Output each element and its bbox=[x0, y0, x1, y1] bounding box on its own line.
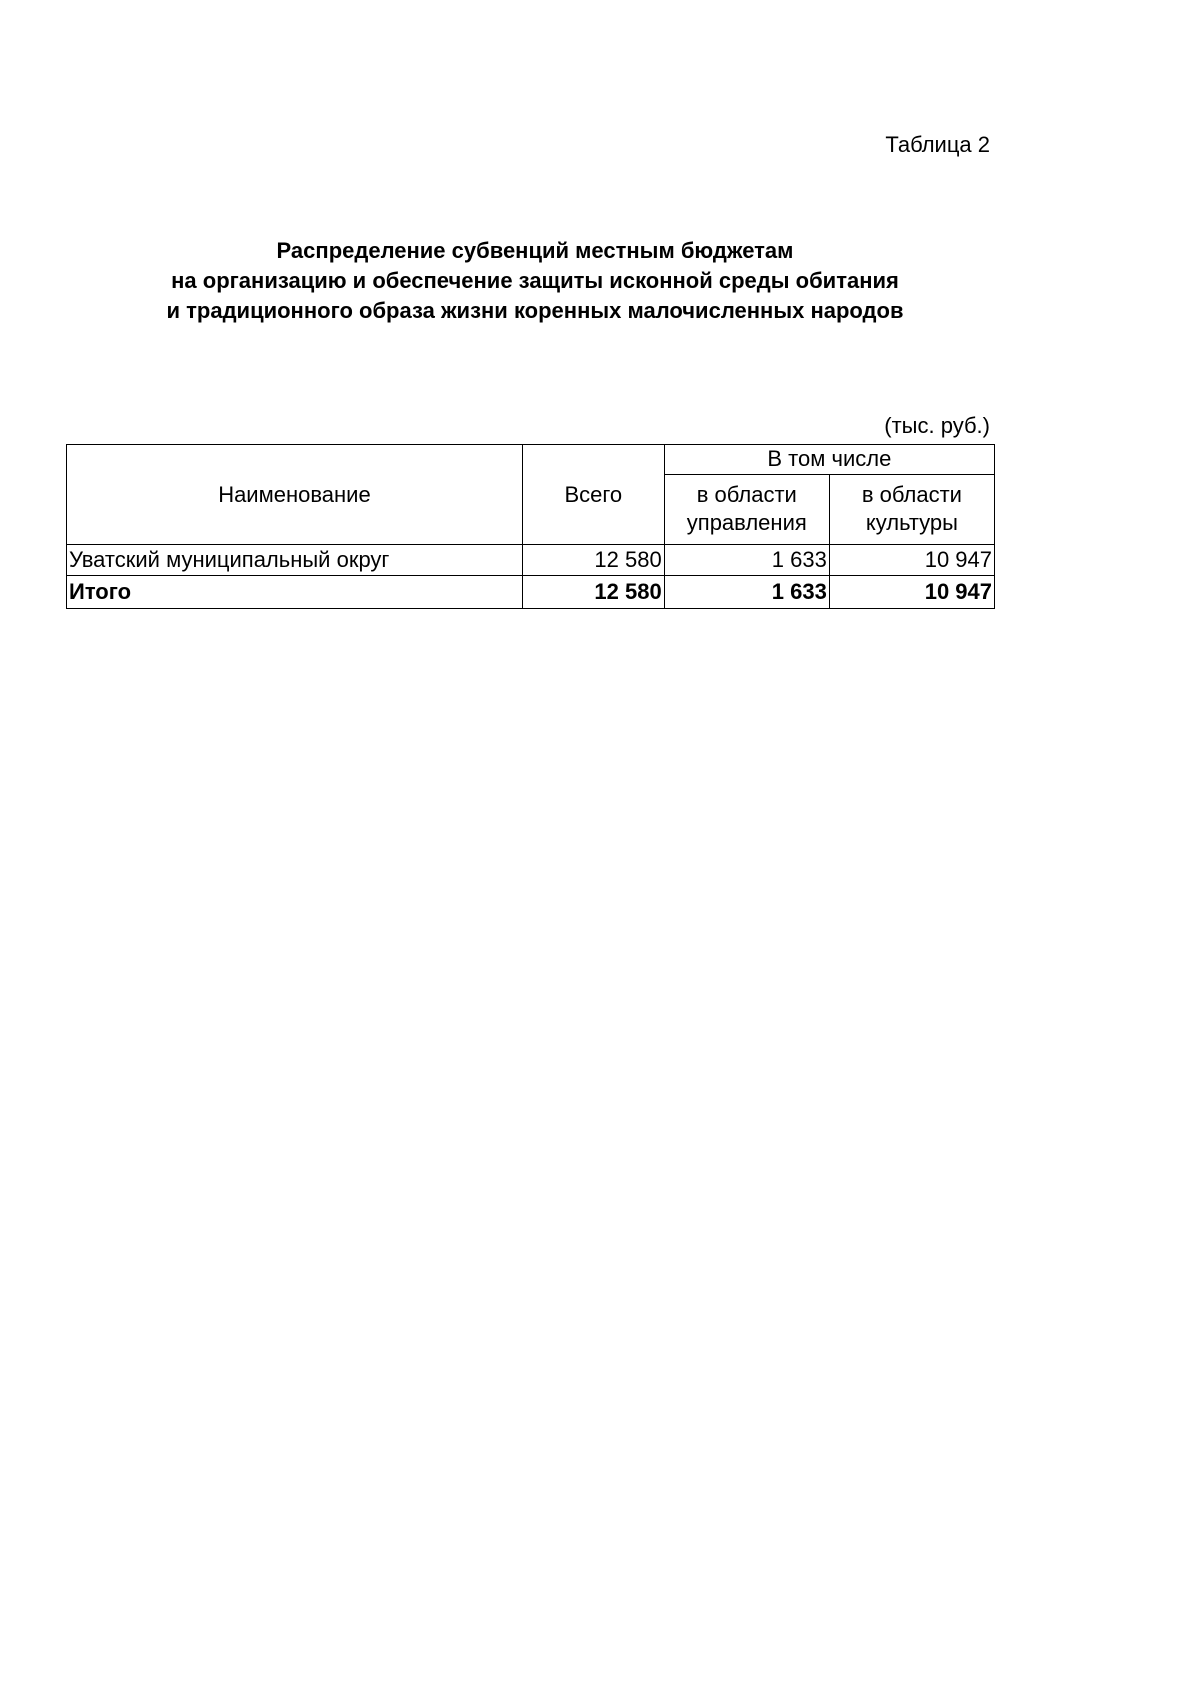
header-management: в области управления bbox=[664, 474, 829, 544]
row-name: Уватский муниципальный округ bbox=[67, 545, 523, 576]
table-row bbox=[67, 545, 995, 576]
row-culture: 10 947 bbox=[829, 545, 994, 576]
total-name: Итого bbox=[67, 576, 523, 609]
header-total: Всего bbox=[522, 445, 664, 545]
row-total: 12 580 bbox=[522, 545, 664, 576]
title-line: на организацию и обеспечение защиты исконной среды обитания bbox=[171, 268, 899, 293]
total-row bbox=[67, 576, 995, 609]
table-number: Таблица 2 bbox=[885, 132, 990, 157]
document-title bbox=[60, 236, 1010, 326]
total-total: 12 580 bbox=[522, 576, 664, 609]
total-management: 1 633 bbox=[664, 576, 829, 609]
header-culture: в области культуры bbox=[829, 474, 994, 544]
header-including: В том числе bbox=[664, 445, 994, 475]
units-label: (тыс. руб.) bbox=[884, 413, 990, 438]
title-line: Распределение субвенций местным бюджетам bbox=[276, 238, 794, 263]
header-name: Наименование bbox=[67, 445, 523, 545]
subvention-table bbox=[66, 444, 995, 609]
total-culture: 10 947 bbox=[829, 576, 994, 609]
title-line: и традиционного образа жизни коренных малочисленных народов bbox=[166, 298, 904, 323]
row-management: 1 633 bbox=[664, 545, 829, 576]
